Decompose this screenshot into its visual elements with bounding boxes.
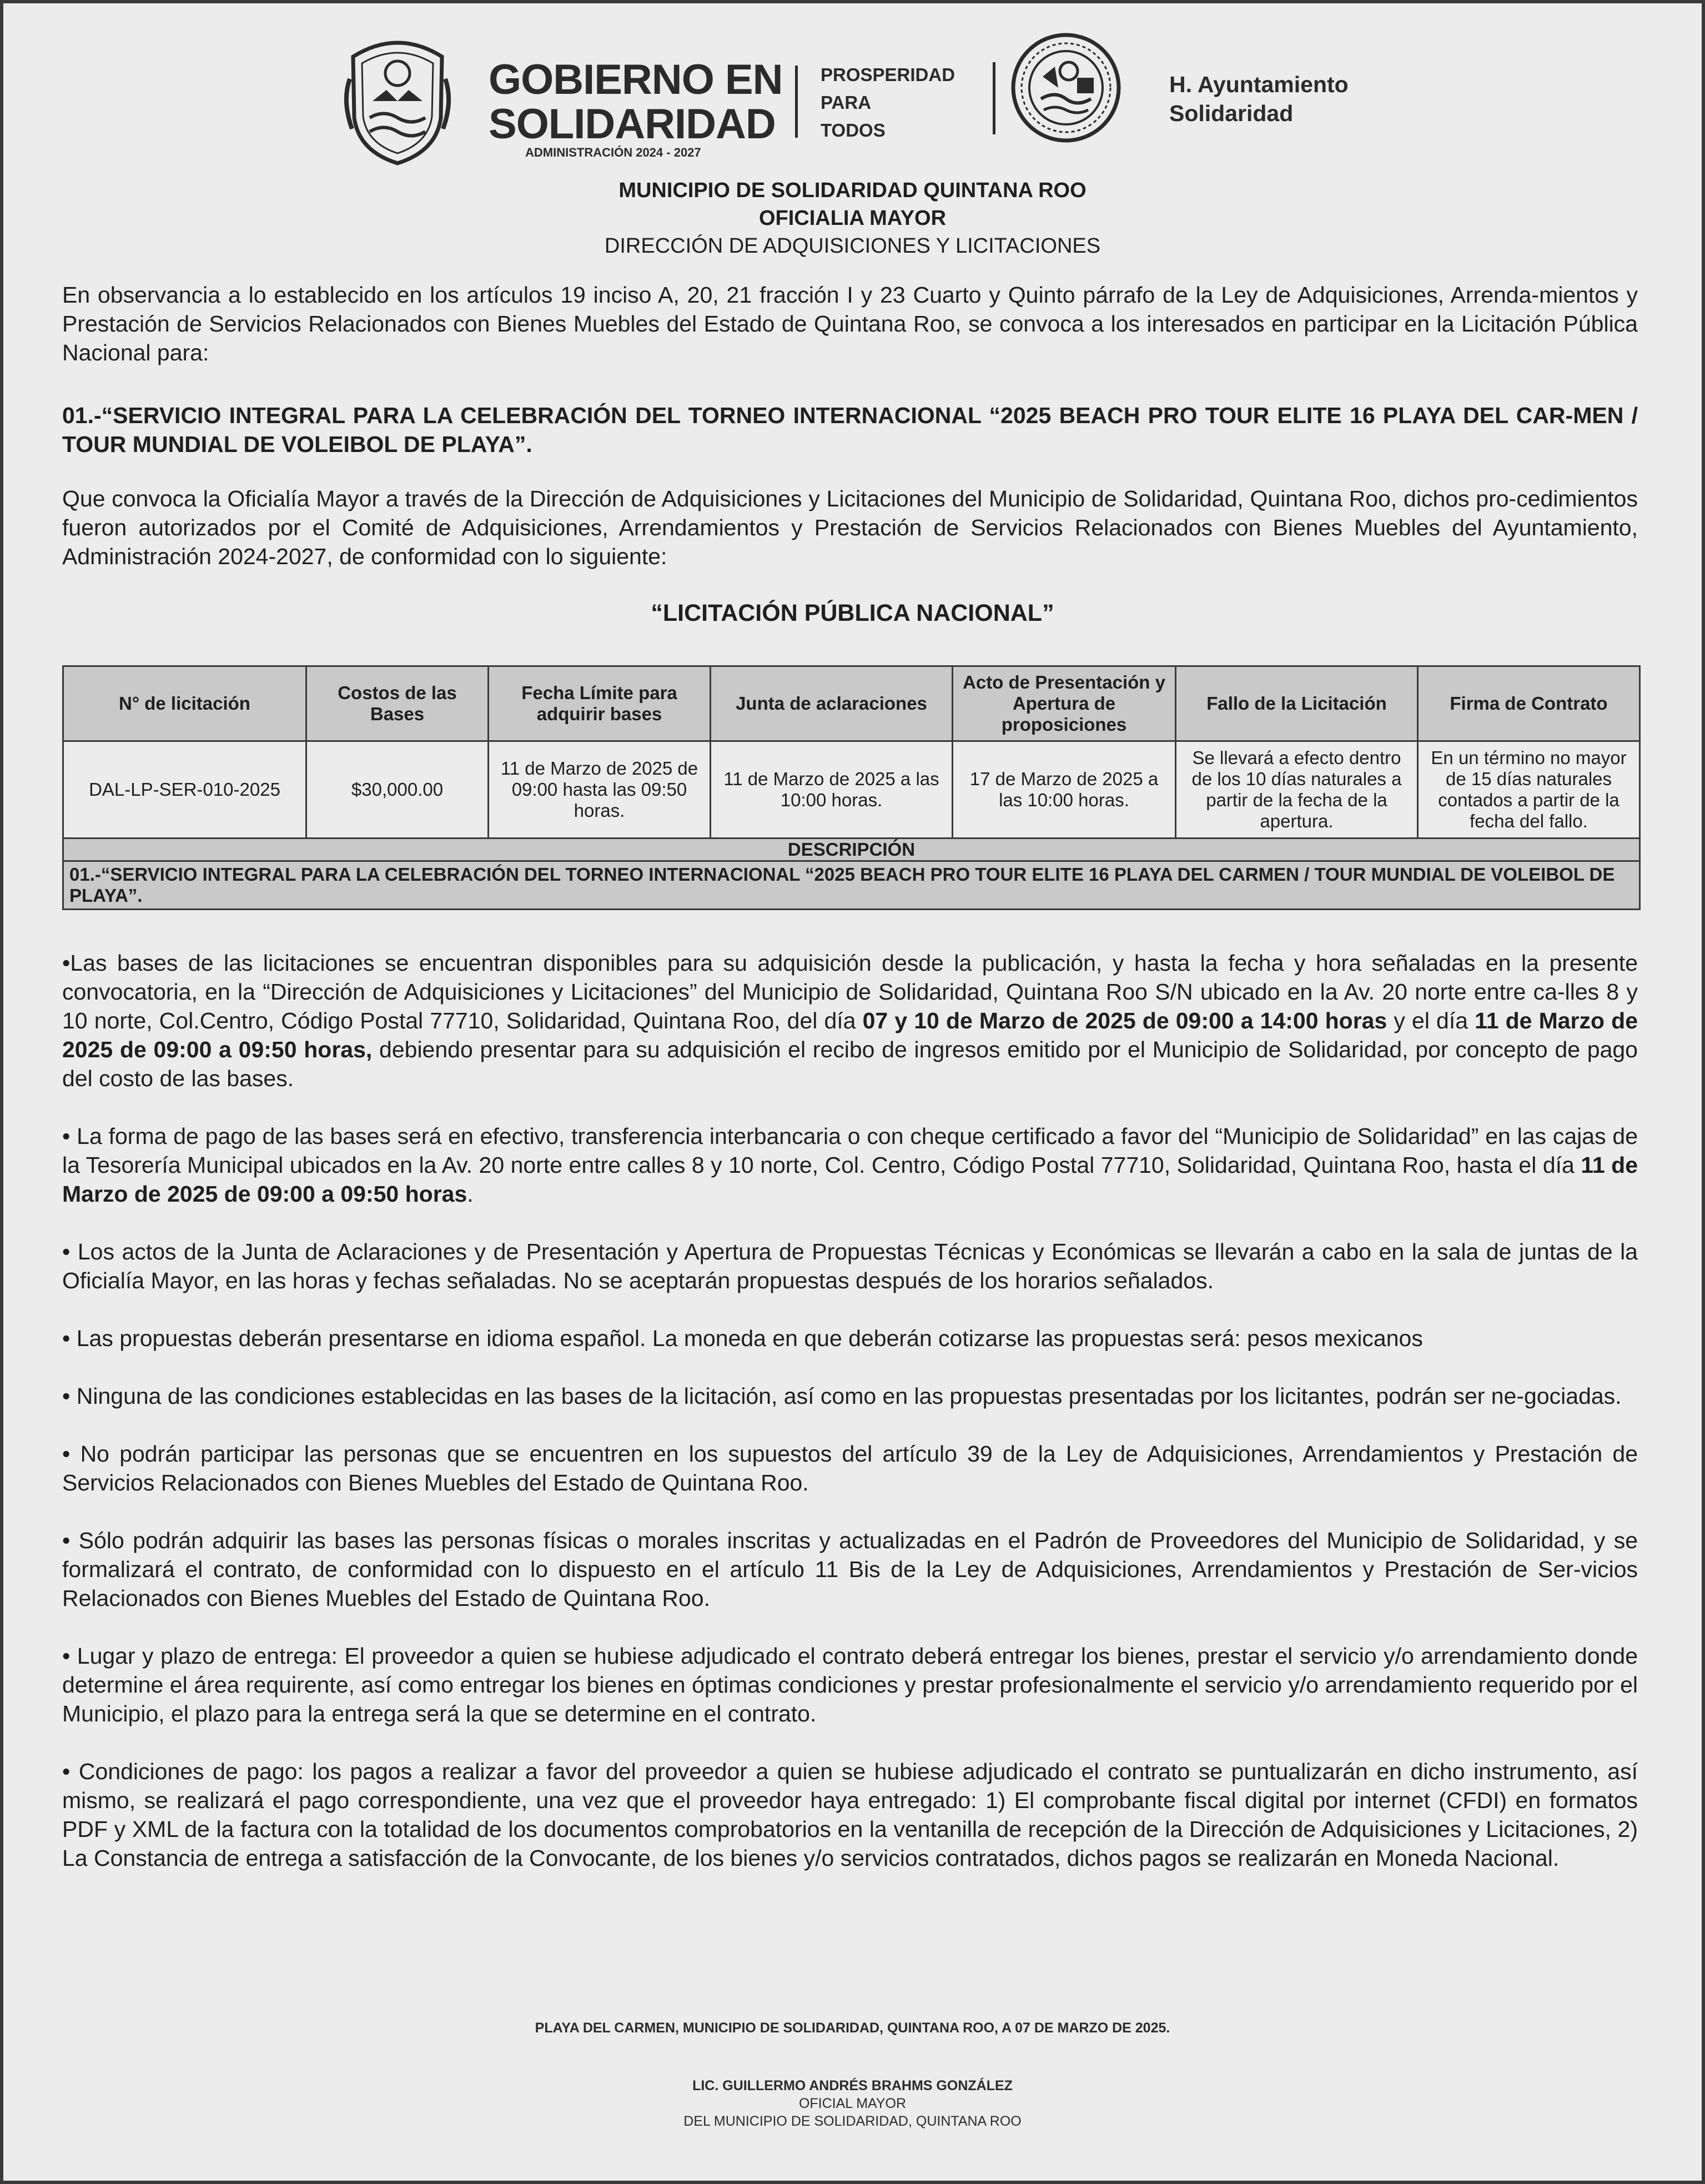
slogan-line-1: PROSPERIDAD bbox=[821, 64, 955, 85]
municipal-coat-of-arms-icon bbox=[342, 34, 453, 167]
ayuntamiento-name bbox=[1169, 70, 1349, 128]
ayuntamiento-line-2: Solidaridad bbox=[1169, 101, 1294, 126]
logo-line-2: SOLIDARIDAD bbox=[489, 101, 776, 148]
bullet-item: • Lugar y plazo de entrega: El proveedor a quien se hubiese adjudicado el contrato deberá entregar los bienes, prestar el servicio y/o arrendamiento donde determine el área requirente, así como entregar los bienes en óptimas condiciones y prestar profesionalmente el servicio y/o arrendamiento requerido por el Municipio, el plazo para la entrega será la que se determine en el contrato. bbox=[62, 1643, 1638, 1726]
description-text: 01.-“SERVICIO INTEGRAL PARA LA CELEBRACIÓN DEL TORNEO INTERNACIONAL “2025 BEACH PRO TOUR ELITE 16 PLAYA DEL CARMEN / TOUR MUNDIAL DE VOLEIBOL DE PLAYA”. bbox=[63, 861, 1640, 910]
slogan bbox=[821, 61, 955, 144]
logo-line-1: GOBIERNO EN bbox=[489, 56, 783, 103]
bullet-bases-availability: •Las bases de las licitaciones se encuentran disponibles para su adquisición desde la publicación, y hasta la fecha y hora señaladas en la presente convocatoria, en la “Dirección de Adquisiciones y Licitaciones” del Municipio de Solidaridad, Quintana Roo S/N ubicado en la Av. 20 norte entre ca-lles 8 y 10 norte, Col.Centro, Código Postal 77710, Solidaridad, Quintana Roo, del día 07 y 10 de Marzo de 2025 de 09:00 a 14:00 horas y el día 11 de Marzo de 2025 de 09:00 a 09:50 horas, debiendo presentar para su adquisición el recibo de ingresos emitido por el Municipio de Solidaridad, por concepto de pago del costo de las bases. bbox=[62, 950, 1638, 1091]
column-header: Costos de las Bases bbox=[306, 666, 489, 741]
place-date: PLAYA DEL CARMEN, MUNICIPIO DE SOLIDARIDAD, QUINTANA ROO, A 07 DE MARZO DE 2025. bbox=[535, 2020, 1170, 2036]
description-row bbox=[63, 861, 1640, 910]
header bbox=[0, 34, 1705, 173]
heading-direction: DIRECCIÓN DE ADQUISICIONES Y LICITACIONES bbox=[604, 234, 1101, 258]
ayuntamiento-line-1: H. Ayuntamiento bbox=[1169, 72, 1349, 97]
bullet-item: • Los actos de la Junta de Aclaraciones y de Presentación y Apertura de Propuestas Técnicas y Económicas se llevarán a cabo en la sala de juntas de la Oficialía Mayor, en las horas y fechas señaladas. No se aceptarán propuestas después de los horarios señalados. bbox=[62, 1239, 1638, 1293]
bullet-item: • Sólo podrán adquirir las bases las personas físicas o morales inscritas y actualizadas en el Padrón de Proveedores del Municipio de Solidaridad, y se formalizará el contrato, de conformidad con lo dispuesto en el artículo 11 Bis de la Ley de Adquisiciones, Arrendamientos y Prestación de Ser-vicios Relacionados con Bienes Muebles del Estado de Quintana Roo. bbox=[62, 1528, 1638, 1611]
ayuntamiento-seal-icon bbox=[1010, 32, 1121, 143]
divider bbox=[795, 66, 798, 138]
conditions-list bbox=[62, 948, 1638, 1901]
column-header: Firma de Contrato bbox=[1418, 666, 1640, 741]
bullet-item: • No podrán participar las personas que se encuentren en los supuestos del artículo 39 de la Ley de Adquisiciones, Arrendamientos y Prestación de Servicios Relacionados con Bienes Muebles del Estado de Quintana Roo. bbox=[62, 1441, 1638, 1495]
licitacion-table bbox=[62, 665, 1641, 910]
table-cell: 11 de Marzo de 2025 de 09:00 hasta las 09:50 horas. bbox=[489, 741, 711, 839]
intro-paragraph: En observancia a lo establecido en los artículos 19 inciso A, 20, 21 fracción I y 23 Cuarto y Quinto párrafo de la Ley de Adquisiciones, Arrenda-mientos y Prestación de Servicios Relacionados con Bienes Muebles del Estado de Quintana Roo, se convoca a los interesados en participar en la Licitación Pública Nacional para: bbox=[62, 282, 1638, 365]
column-header: Fallo de la Licitación bbox=[1176, 666, 1418, 741]
description-label: DESCRIPCIÓN bbox=[63, 839, 1640, 861]
column-header: Acto de Presentación y Apertura de proposiciones bbox=[953, 666, 1176, 741]
table-cell: Se llevará a efecto dentro de los 10 días naturales a partir de la fecha de la apertura. bbox=[1176, 741, 1418, 839]
column-header: Fecha Límite para adquirir bases bbox=[489, 666, 711, 741]
signer-position: OFICIAL MAYOR bbox=[798, 2096, 907, 2111]
table-cell: En un término no mayor de 15 días naturales contados a partir de la fecha del fallo. bbox=[1418, 741, 1640, 839]
bullet-payment-form: • La forma de pago de las bases será en efectivo, transferencia interbancaria o con cheque certificado a favor del “Municipio de Solidaridad” en las cajas de la Tesorería Municipal ubicados en la Av. 20 norte entre calles 8 y 10 norte, Col. Centro, Código Postal 77710, Solidaridad, Quintana Roo, hasta el día 11 de Marzo de 2025 de 09:00 a 09:50 horas. bbox=[62, 1123, 1638, 1207]
document-heading bbox=[0, 177, 1705, 260]
administration-period: ADMINISTRACIÓN 2024 - 2027 bbox=[525, 145, 701, 159]
bullet-item: • Condiciones de pago: los pagos a realizar a favor del proveedor a quien se hubiese adjudicado el contrato se puntualizarán en dicho instrumento, así mismo, se realizará el pago correspondiente, una vez que el proveedor haya entregado: 1) El comprobante fiscal digital por internet (CFDI) en formatos PDF y XML de la factura con la totalidad de los documentos comprobatorios en la ventanilla de recepción de la Dirección de Adquisiciones y Licitaciones, 2) La Constancia de entrega a satisfacción de la Convocante, de los bienes y/o servicios contratados, dichos pagos se realizarán en Moneda Nacional. bbox=[62, 1759, 1638, 1871]
bullet-item: • Ninguna de las condiciones establecidas en las bases de la licitación, así como en las propuestas presentadas por los licitantes, podrán ser ne-gociadas. bbox=[62, 1383, 1622, 1409]
signer-name: LIC. GUILLERMO ANDRÉS BRAHMS GONZÁLEZ bbox=[692, 2078, 1013, 2093]
column-header: N° de licitación bbox=[63, 666, 306, 741]
government-logo-text bbox=[489, 58, 783, 147]
signature-block bbox=[0, 2077, 1705, 2130]
licitacion-title: “LICITACIÓN PÚBLICA NACIONAL” bbox=[651, 600, 1054, 626]
bullet-item: • Las propuestas deberán presentarse en idioma español. La moneda en que deberán cotizarse las propuestas será: pesos mexicanos bbox=[62, 1326, 1423, 1351]
divider bbox=[993, 62, 995, 134]
heading-office: OFICIALIA MAYOR bbox=[758, 207, 947, 230]
heading-municipality: MUNICIPIO DE SOLIDARIDAD QUINTANA ROO bbox=[618, 179, 1087, 202]
slogan-line-3: TODOS bbox=[821, 120, 886, 140]
column-header: Junta de aclaraciones bbox=[711, 666, 953, 741]
convoca-paragraph: Que convoca la Oficialía Mayor a través de la Dirección de Adquisiciones y Licitaciones del Municipio de Solidaridad, Quintana Roo, dichos pro-cedimientos fueron autorizados por el Comité de Adquisiciones, Arrendamientos y Prestación de Servicios Relacionados con Bienes Muebles del Ayuntamiento, Administración 2024-2027, de conformidad con lo siguiente: bbox=[62, 486, 1638, 569]
table-cell: 11 de Marzo de 2025 a las 10:00 horas. bbox=[711, 741, 953, 839]
description-header-row bbox=[63, 839, 1640, 861]
table-header-row bbox=[63, 666, 1640, 741]
table-row bbox=[63, 741, 1640, 839]
signer-municipality: DEL MUNICIPIO DE SOLIDARIDAD, QUINTANA ROO bbox=[683, 2113, 1022, 2129]
service-title: 01.-“SERVICIO INTEGRAL PARA LA CELEBRACIÓN DEL TORNEO INTERNACIONAL “2025 BEACH PRO TOUR ELITE 16 PLAYA DEL CAR-MEN / TOUR MUNDIAL DE VOLEIBOL DE PLAYA”. bbox=[62, 403, 1638, 457]
table-cell: DAL-LP-SER-010-2025 bbox=[63, 741, 306, 839]
table-cell: $30,000.00 bbox=[306, 741, 489, 839]
slogan-line-2: PARA bbox=[821, 92, 872, 113]
table-cell: 17 de Marzo de 2025 a las 10:00 horas. bbox=[953, 741, 1176, 839]
